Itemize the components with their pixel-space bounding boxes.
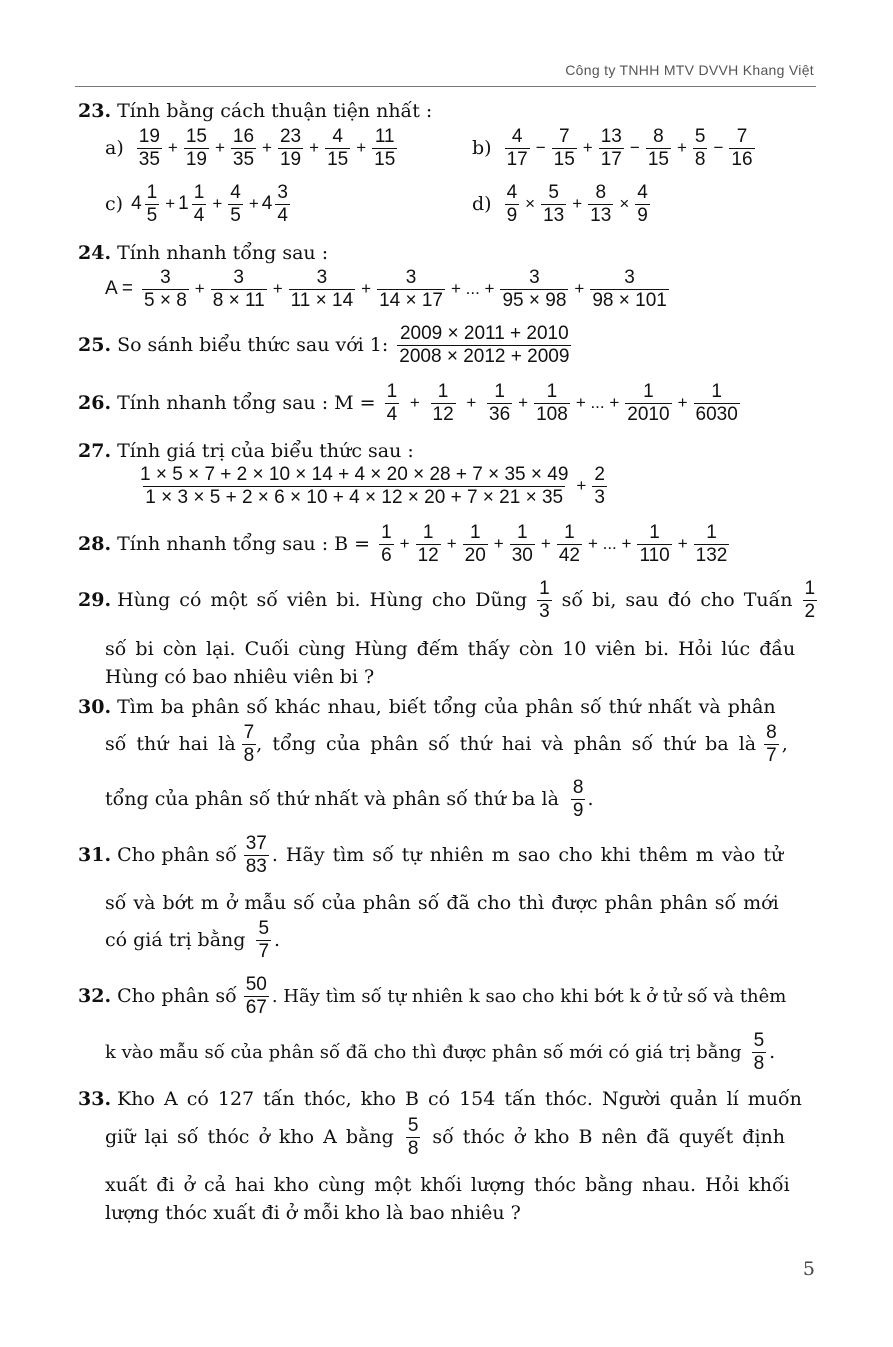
problem-33-line2: giữ lại số thóc ở kho A bằng $\frac{5}{8}$ số thóc ở kho B nên đã quyết định (105, 1115, 786, 1159)
problem-24-title: 24. Tính nhanh tổng sau : (78, 242, 329, 264)
problem-23-title: 23. Tính bằng cách thuận tiện nhất : (78, 100, 433, 122)
problem-23b: b) $\frac{4}{17}$ − $\frac{7}{15}$ + $\frac{13}{17}$ − $\frac{8}{15}$ + $\frac{5}{8}$ − $\frac{7}{16}$ (472, 126, 753, 170)
problem-30-line3: tổng của phân số thứ nhất và phân số thứ ba là $\frac{8}{9}$ . (105, 777, 594, 821)
problem-30-line1: 30. Tìm ba phân số khác nhau, biết tổng của phân số thứ nhất và phân (78, 696, 776, 718)
problem-31-line1: 31. Cho phân số $\frac{37}{83}$ . Hãy tìm số tự nhiên m sao cho khi thêm m vào tử (78, 833, 784, 877)
problem-33-line4: lượng thóc xuất đi ở mỗi kho là bao nhiêu ? (105, 1202, 521, 1224)
problem-25: 25. So sánh biểu thức sau với 1: $\frac{2009 \times 2011 + 2010}{2008 \times 2012 + 2009}$ (78, 323, 570, 367)
problem-23d: d) $\frac{4}{9}$ × $\frac{5}{13}$ + $\frac{8}{13}$ × $\frac{4}{9}$ (472, 182, 648, 226)
problem-32-line2: k vào mẫu số của phân số đã cho thì được phân số mới có giá trị bằng $\frac{5}{8}$ . (105, 1030, 776, 1074)
problem-23c: c) 4 $\frac{1}{5}$ + 1 $\frac{1}{4}$ + $\frac{4}{5}$ + 4 $\frac{3}{4}$ (105, 182, 288, 226)
problem-31-line3: có giá trị bằng $\frac{5}{7}$ . (105, 918, 281, 962)
problem-29-line2: số bi còn lại. Cuối cùng Hùng đếm thấy còn 10 viên bi. Hỏi lúc đầu (105, 638, 796, 660)
problem-32-line1: 32. Cho phân số $\frac{50}{67}$ . Hãy tìm số tự nhiên k sao cho khi bớt k ở tử số và thêm (78, 974, 787, 1018)
problem-29-line3: Hùng có bao nhiêu viên bi ? (105, 666, 375, 688)
problem-29-line1: 29. Hùng có một số viên bi. Hùng cho Dũng $\frac{1}{3}$ số bi, sau đó cho Tuấn $\frac{1}{2}$ (78, 578, 816, 622)
problem-31-line2: số và bớt m ở mẫu số của phân số đã cho thì được phân phân số mới (105, 892, 779, 914)
problem-33-line3: xuất đi ở cả hai kho cùng một khối lượng thóc bằng nhau. Hỏi khối (105, 1174, 790, 1196)
problem-28: 28. Tính nhanh tổng sau : B = $\frac{1}{6}$ + $\frac{1}{12}$ + $\frac{1}{20}$ + $\frac{1}{30}$ + $\frac{1}{42}$ + ... + $\frac{1}{110}$ + $\frac{1}{132}$ (78, 522, 728, 566)
page-header (75, 58, 816, 87)
problem-27-expression: $\frac{1 \times 5 \times 7 + 2 \times 10 \times 14 + 4 \times 20 \times 28 + 7 \times 35 \times 49}{1 \times 3 \times 5 + 2 \times 6 \times 10 + 4 \times 12 \times 20 + 7 \times 21 \times 35}$ + $\frac{2}{3}$ (140, 464, 605, 508)
problem-23a: a) $\frac{19}{35}$ + $\frac{15}{19}$ + $\frac{16}{35}$ + $\frac{23}{19}$ + $\frac{4}{15}$ + $\frac{11}{15}$ (105, 126, 396, 170)
problem-33-line1: 33. Kho A có 127 tấn thóc, kho B có 154 tấn thóc. Người quản lí muốn (78, 1088, 802, 1110)
page-number: 5 (802, 1258, 815, 1280)
problem-30-line2: số thứ hai là $\frac{7}{8}$ , tổng của phân số thứ hai và phân số thứ ba là $\frac{8}{7}$ , (105, 722, 788, 766)
problem-27-title: 27. Tính giá trị của biểu thức sau : (78, 440, 414, 462)
problem-24-expression: A = $\frac{3}{5 \times 8}$ + $\frac{3}{8 \times 11}$ + $\frac{3}{11 \times 14}$ + $\frac{3}{14 \times 17}$ + ... + $\frac{3}{95 \times 98}$ + $\frac{3}{98 \times 101}$ (105, 267, 667, 311)
problem-26: 26. Tính nhanh tổng sau : M = $\frac{1}{4}$ + $\frac{1}{12}$ + $\frac{1}{36}$ + $\frac{1}{108}$ + ... + $\frac{1}{2010}$ + $\frac{1}{6030}$ (78, 381, 738, 425)
header-publisher: Công ty TNHH MTV DVVH Khang Việt (565, 62, 814, 78)
